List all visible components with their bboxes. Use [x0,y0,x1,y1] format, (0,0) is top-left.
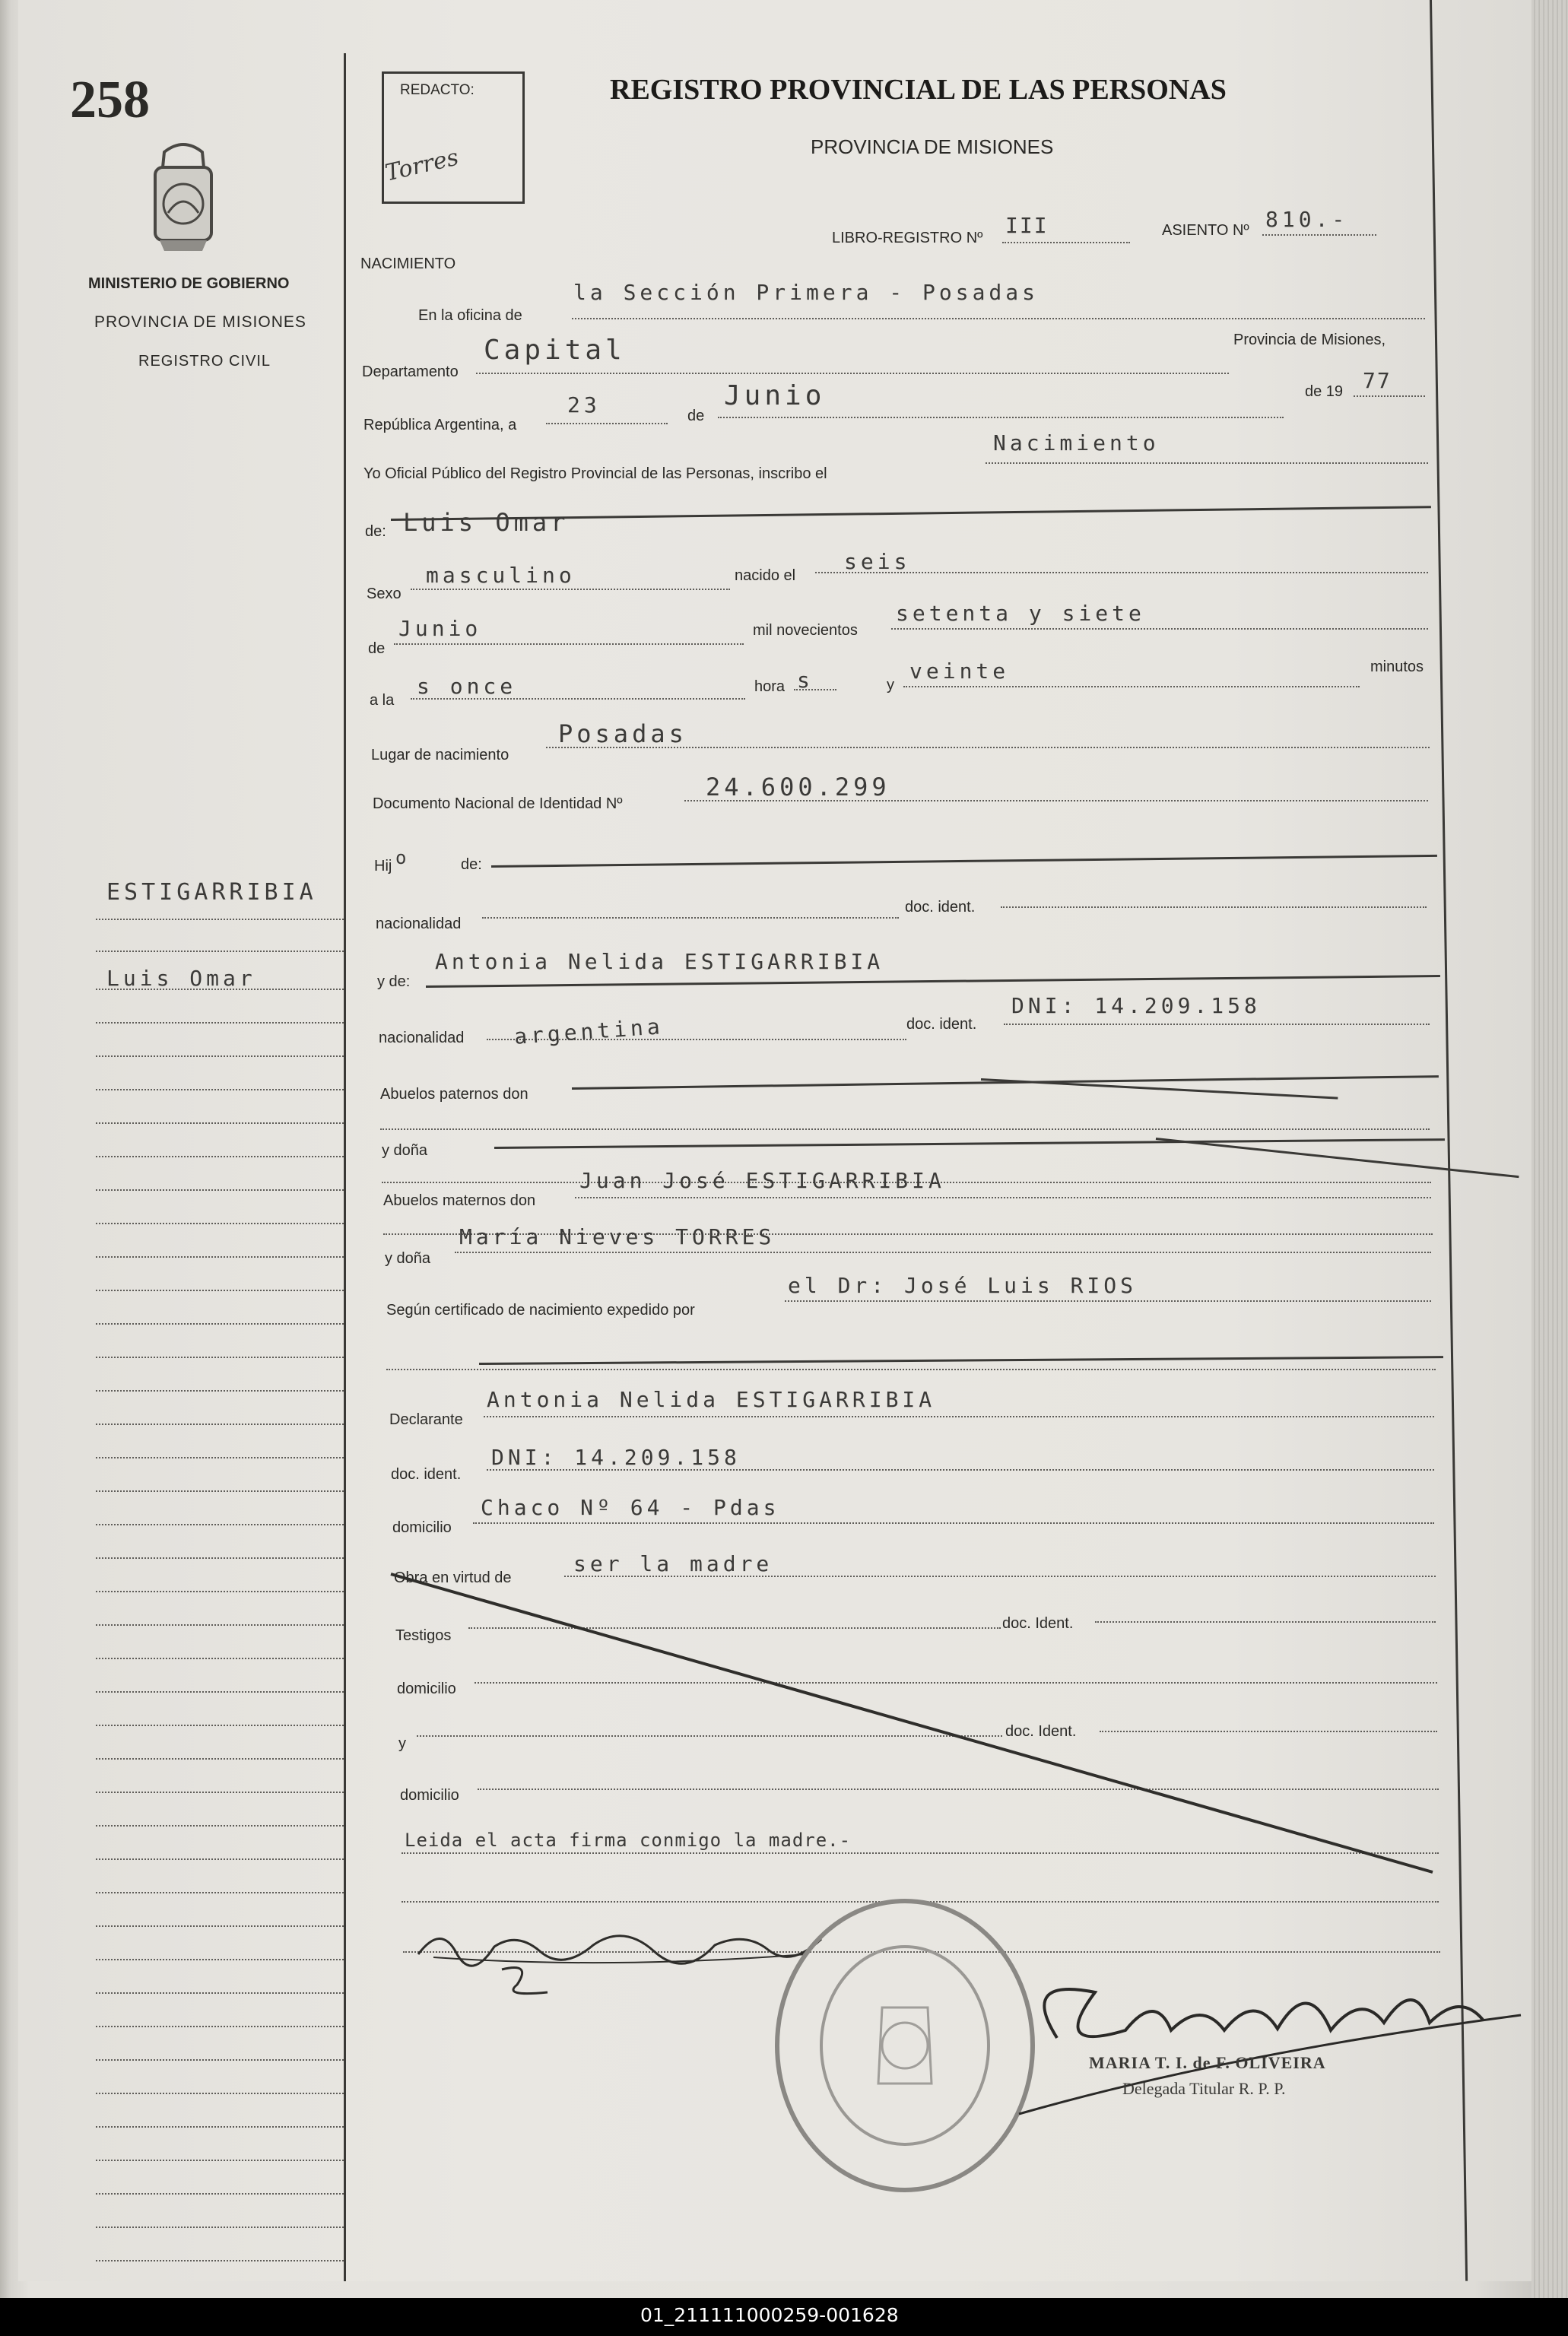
margin-line [96,1591,344,1592]
oficial-line [986,462,1428,464]
margin-line [96,1357,344,1358]
doc2-value: DNI: 14.209.158 [1011,993,1261,1018]
dni-label: Documento Nacional de Identidad Nº [373,795,623,812]
margin-line [96,2193,344,2195]
doc2-line [1004,1024,1430,1025]
cierre-text: Leida el acta firma conmigo la madre.- [405,1830,852,1851]
madre-value: Antonia Nelida ESTIGARRIBIA [435,949,884,974]
left-column-border [344,53,346,2281]
margin-nombres: Luis Omar [106,966,256,991]
anio-texto-value: setenta y siete [896,601,1145,626]
oficina-value: la Sección Primera - Posadas [573,280,1040,305]
libro-label: LIBRO-REGISTRO Nº [832,230,983,246]
sexo-value: masculino [426,563,576,588]
margin-line [96,2059,344,2061]
asiento-line [1262,234,1376,236]
margin-line [96,1858,344,1860]
anio-value: 77 [1363,368,1392,393]
margin-line [96,1122,344,1124]
republica-label: República Argentina, a [363,417,517,433]
oficina-line [572,318,1425,319]
margin-line [96,1725,344,1726]
certificado-label: Según certificado de nacimiento expedido por [386,1302,695,1319]
de2-label: de [368,640,386,657]
obra-value: ser la madre [573,1551,773,1576]
doc5-label: doc. Ident. [1005,1723,1077,1740]
doc1-line [1001,906,1427,908]
margin-line [96,1992,344,1994]
margin-line [96,919,344,920]
margin-line [96,1825,344,1827]
mil-label: mil novecientos [753,622,858,639]
officer-signature [1004,1947,1536,2129]
margin-line [96,1925,344,1927]
ala-label: a la [370,692,395,709]
margin-line [96,2026,344,2027]
anio-line [1354,395,1425,397]
margin-line [96,1959,344,1960]
abuelo-m-line [575,1197,1431,1198]
margin-line [96,1156,344,1157]
departamento-line [476,373,1229,374]
libro-value: III [1005,213,1049,238]
footer-id: 01_211111000259-001628 [640,2304,899,2326]
nacido-mes-value: Junio [398,616,482,641]
domicilio2-label: domicilio [397,1681,456,1697]
nacionalidad1-label: nacionalidad [376,916,462,932]
sexo-label: Sexo [367,586,402,602]
domicilio-value: Chaco Nº 64 - Pdas [481,1495,780,1520]
mes-line [718,417,1284,418]
y-dona1-label: y doña [382,1142,428,1159]
ministry-line3: REGISTRO CIVIL [138,353,271,370]
margin-line [96,1089,344,1090]
abuelos-p-line2 [380,1128,1430,1130]
header-title: REGISTRO PROVINCIAL DE LAS PERSONAS [610,74,1227,106]
hijo-label: Hij [374,858,392,874]
domicilio-line [473,1522,1434,1524]
redacto-value: Torres [382,144,462,187]
minutos-line [903,686,1360,687]
margin-line [96,1256,344,1258]
certificado-line2 [386,1369,1436,1370]
margin-line [96,2126,344,2128]
hijo-suffix: o [395,847,411,868]
anio-texto-line [891,628,1428,630]
margin-line [96,1557,344,1559]
mes-value: Junio [724,380,826,411]
abuelos-m-label: Abuelos maternos don [383,1192,536,1209]
horas-label: hora [754,678,786,695]
declarante-line [484,1416,1434,1417]
margin-apellido: ESTIGARRIBIA [106,879,317,906]
margin-line [96,1022,344,1024]
nacido-dia-value: seis [844,549,911,574]
margin-line [96,1524,344,1525]
dia-value: 23 [567,392,601,417]
margin-line [96,2160,344,2161]
margin-line [96,1290,344,1291]
minutos-value: veinte [909,659,1010,684]
doc1-label: doc. ident. [905,899,976,916]
page-number: 258 [70,71,150,129]
abuela-m-value: María Nieves TORRES [459,1224,776,1249]
libro-line [1002,242,1130,243]
nombre-label: de: [365,523,386,540]
dia-line [546,423,668,424]
tipo-label: NACIMIENTO [360,256,456,272]
margin-line [96,1055,344,1057]
page-edges [1531,0,1568,2298]
abuelo-m-value: Juan José ESTIGARRIBIA [579,1168,945,1193]
doc4-label: doc. Ident. [1002,1615,1074,1632]
margin-line [96,1792,344,1793]
hijo-de-label: de: [461,856,482,873]
horas-line [794,689,836,690]
domicilio-label: domicilio [392,1519,452,1536]
cancel-diagonal [380,1559,1445,1886]
certificado-line [785,1300,1431,1302]
margin-line [96,1658,344,1659]
province-seal-icon [149,137,217,259]
y-label: y [887,677,894,694]
margin-line [96,1189,344,1191]
nacido-label: nacido el [735,567,796,584]
provincia-label: Provincia de Misiones, [1233,332,1386,348]
nacionalidad2-value: argentina [513,1014,665,1049]
departamento-label: Departamento [362,363,459,380]
nacido-mes-line [394,643,744,645]
nacionalidad1-line [482,917,899,919]
y-dona2-label: y doña [385,1250,431,1267]
margin-line [96,2260,344,2261]
y-de-label: y de: [377,973,411,990]
nombre-value: Luis Omar [403,508,570,537]
hora-value: s once [417,674,517,699]
officer-name: MARIA T. I. de F. OLIVEIRA [1089,2053,1326,2072]
ministry-line1: MINISTERIO DE GOBIERNO [88,275,290,292]
declarante-value: Antonia Nelida ESTIGARRIBIA [487,1387,936,1412]
departamento-value: Capital [484,335,626,366]
oficial-value: Nacimiento [993,430,1160,455]
redacto-label: REDACTO: [400,82,475,98]
mes-de-label: de [687,408,705,424]
margin-line [96,1892,344,1893]
margin-line [96,2093,344,2094]
ministry-line2: PROVINCIA DE MISIONES [94,313,306,331]
testigos-label: Testigos [395,1627,452,1644]
abuela-m-line [455,1252,1431,1253]
doc3-label: doc. ident. [391,1466,462,1483]
margin-line [96,1390,344,1392]
sexo-line [411,589,730,590]
asiento-label: ASIENTO Nº [1162,222,1249,239]
margin-line [96,1624,344,1626]
margin-line [96,1323,344,1325]
margin-line [96,1424,344,1425]
margin-line [96,989,344,990]
margin-line [96,2226,344,2228]
lugar-value: Posadas [558,719,687,748]
official-stamp-icon [768,1893,1042,2198]
certificado-value: el Dr: José Luis RIOS [788,1273,1138,1298]
margin-line [96,951,344,952]
doc2-label: doc. ident. [906,1016,977,1033]
asiento-value: 810.- [1265,207,1349,232]
margin-line [96,1490,344,1492]
margin-line [96,1691,344,1693]
margin-line [96,1457,344,1458]
margin-line [96,1223,344,1224]
anio-label: de 19 [1305,383,1344,400]
obra-label: Obra en virtud de [394,1570,512,1586]
officer-title: Delegada Titular R. P. P. [1122,2079,1286,2098]
abuelos-p-label: Abuelos paternos don [380,1086,528,1103]
lugar-label: Lugar de nacimiento [371,747,509,763]
declarante-label: Declarante [389,1411,463,1428]
oficina-label: En la oficina de [418,307,522,324]
dni-value: 24.600.299 [706,773,890,801]
nacionalidad2-label: nacionalidad [379,1030,465,1046]
horas-suffix: s [797,668,814,693]
domicilio3-label: domicilio [400,1787,459,1804]
doc3-value: DNI: 14.209.158 [491,1445,741,1470]
minutos-label: minutos [1370,659,1424,675]
y2-label: y [398,1735,406,1752]
margin-line [96,1758,344,1760]
header-subtitle: PROVINCIA DE MISIONES [811,135,1054,158]
oficial-label: Yo Oficial Público del Registro Provincial de las Personas, inscribo el [363,465,827,482]
